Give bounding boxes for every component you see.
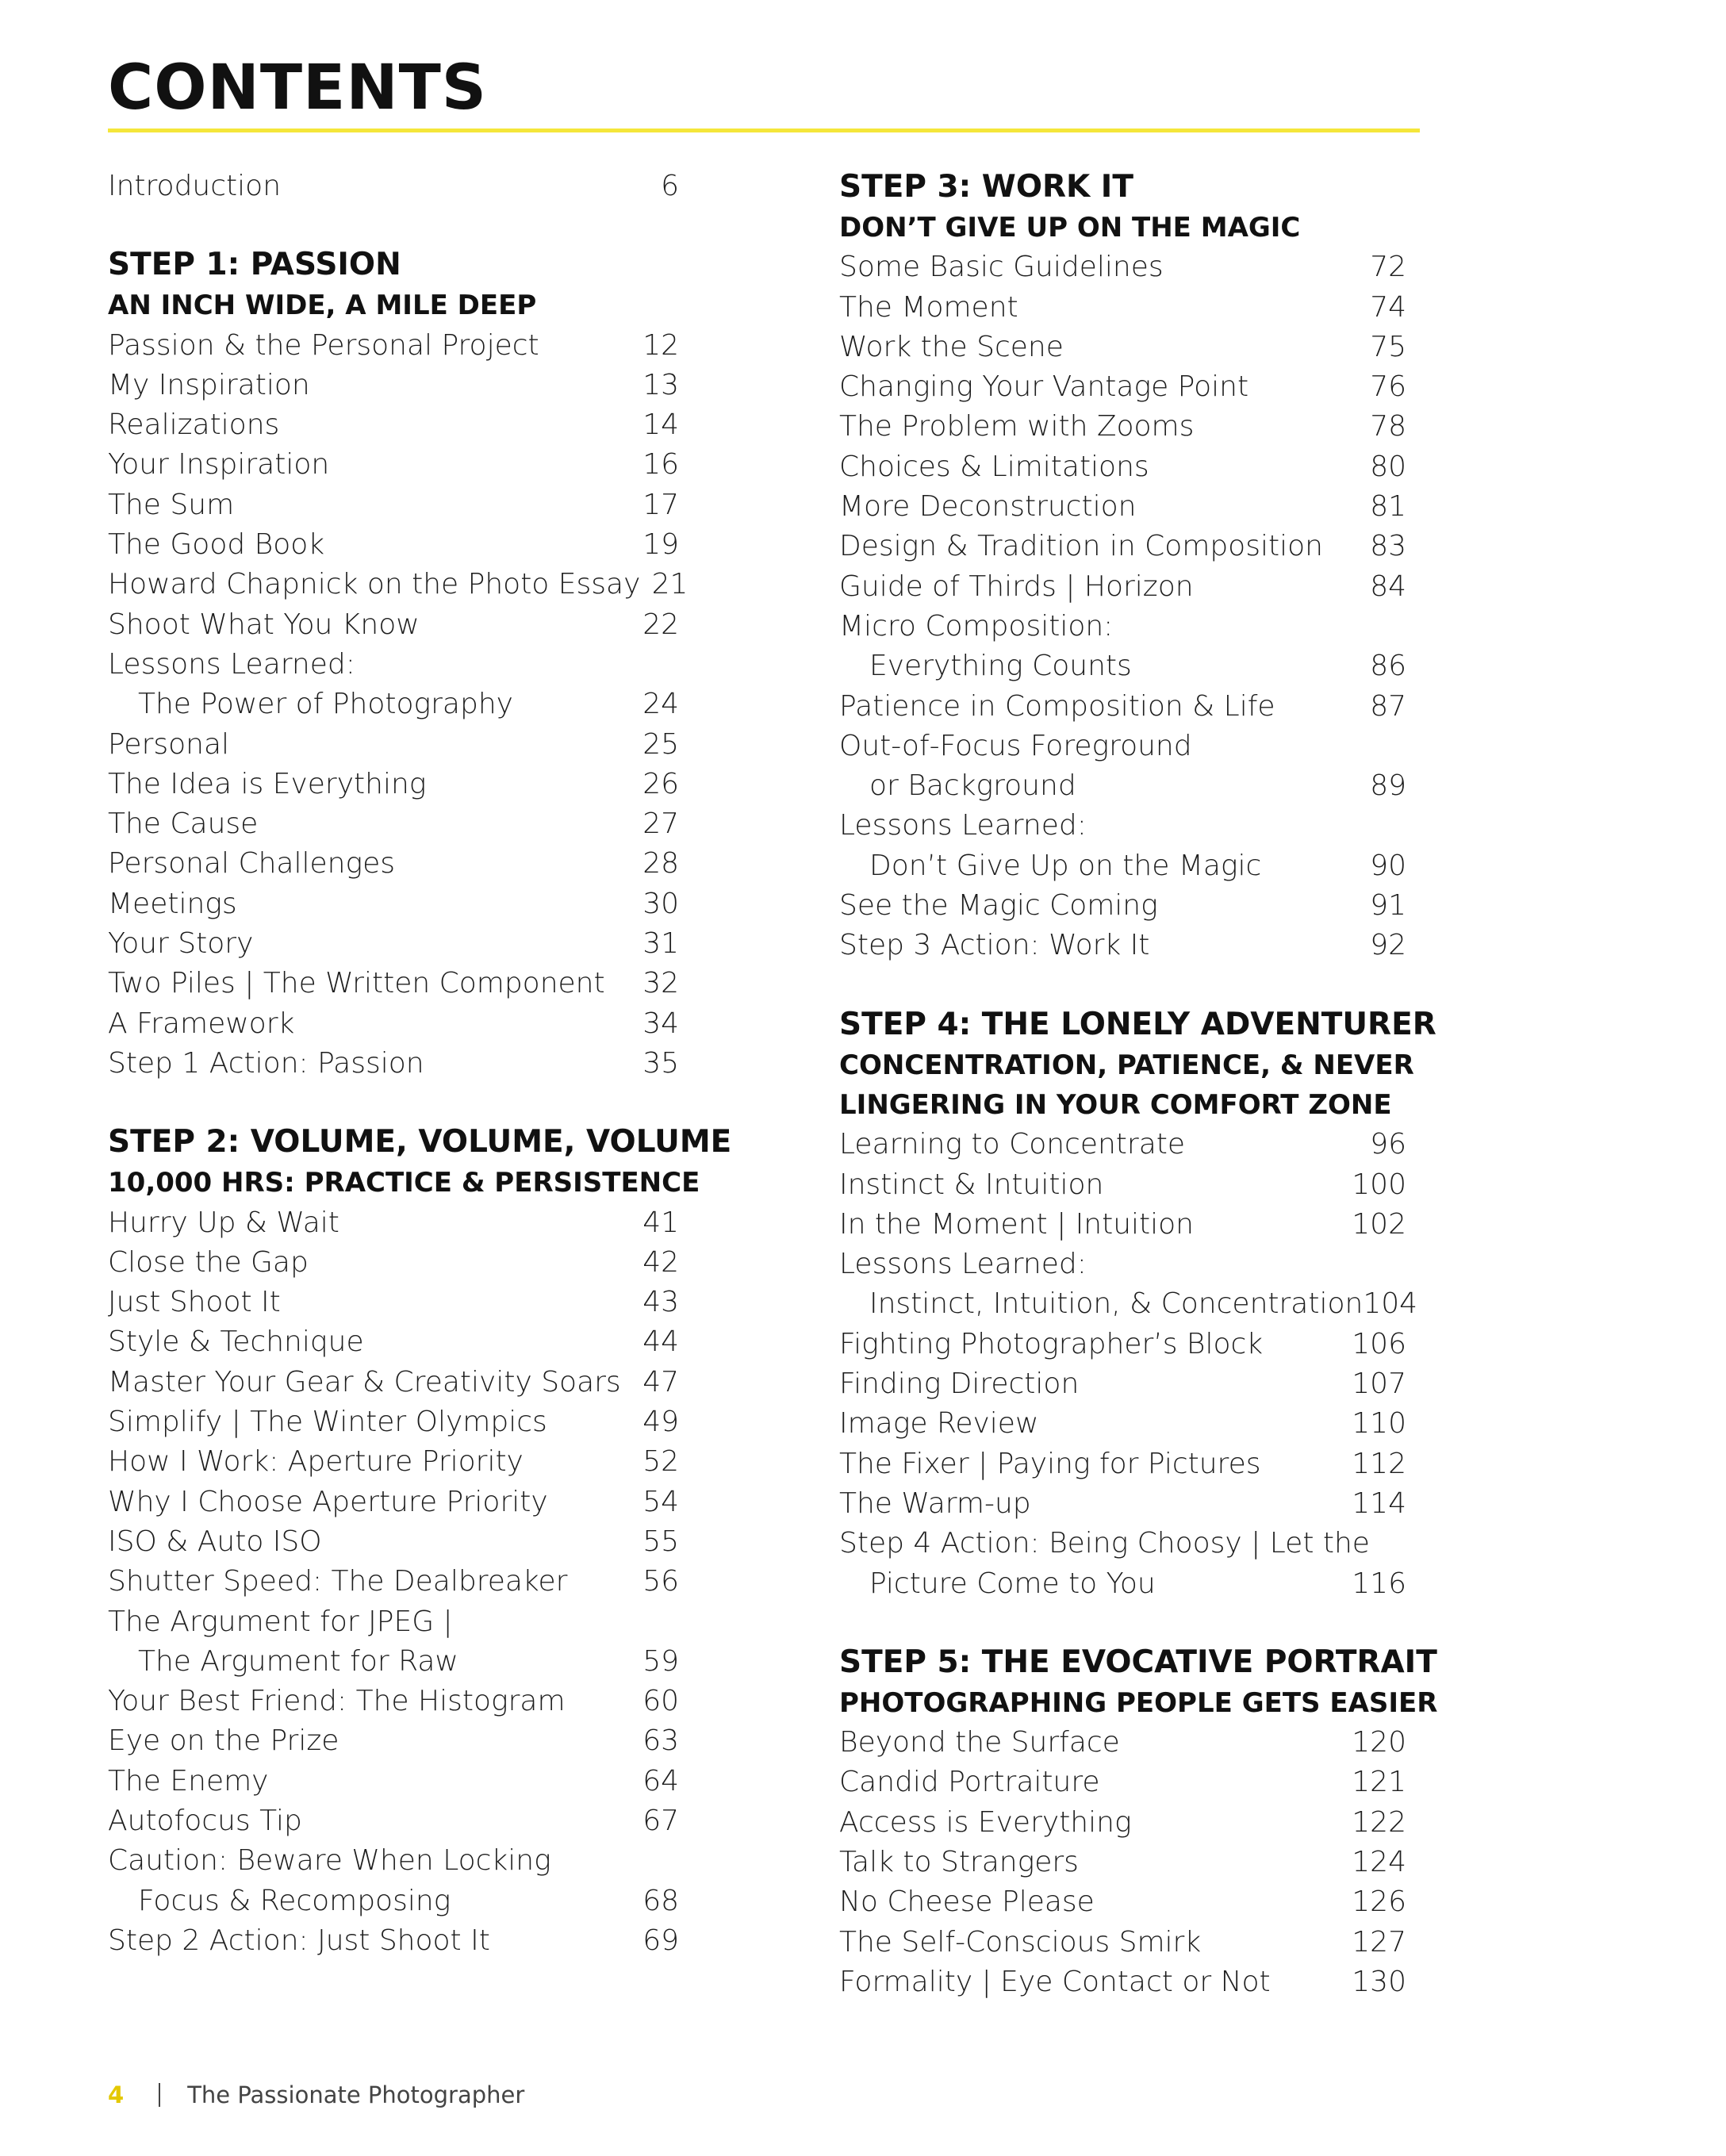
entry-title: Lessons Learned: — [839, 809, 1087, 842]
entry-page-number: 104 — [1363, 1287, 1418, 1321]
entry-title: Learning to Concentrate — [839, 1128, 1186, 1161]
entry-page-number: 56 — [642, 1565, 679, 1598]
entry-page-number: 47 — [642, 1365, 679, 1398]
toc-entry[interactable] — [839, 407, 1406, 447]
toc-entry[interactable] — [108, 525, 679, 565]
entry-title: Candid Portraiture — [839, 1766, 1100, 1799]
step-2-heading: STEP 2: VOLUME, VOLUME, VOLUME — [108, 1124, 732, 1160]
toc-entry[interactable] — [108, 804, 679, 844]
step-4-heading: STEP 4: THE LONELY ADVENTURER — [839, 1006, 1436, 1042]
entry-title: See the Magic Coming — [839, 889, 1158, 923]
step-2-subheading: 10,000 HRS: PRACTICE & PERSISTENCE — [108, 1167, 700, 1199]
entry-page-number: 30 — [642, 887, 679, 920]
toc-entry[interactable] — [839, 607, 1406, 646]
entry-page-number: 32 — [642, 967, 679, 1000]
entry-title: Choices & Limitations — [839, 450, 1149, 483]
entry-title: Personal Challenges — [108, 847, 395, 880]
entry-page-number: 75 — [1370, 330, 1406, 363]
entry-page-number: 19 — [642, 528, 679, 562]
toc-entry[interactable] — [108, 1243, 679, 1283]
entry-page-number: 81 — [1370, 490, 1406, 524]
toc-entry[interactable] — [839, 247, 1406, 287]
entry-title: Finding Direction — [839, 1368, 1080, 1401]
entry-page-number: 59 — [642, 1644, 679, 1678]
toc-entry[interactable] — [839, 1564, 1406, 1604]
entry-title: Talk to Strangers — [839, 1845, 1079, 1878]
entry-title: Master Your Gear & Creativity Soars — [108, 1365, 621, 1398]
title-underline-rule — [108, 129, 1420, 132]
toc-entry[interactable] — [839, 646, 1406, 686]
entry-page-number: 27 — [642, 808, 679, 841]
entry-page-number: 122 — [1352, 1805, 1406, 1839]
toc-entry[interactable] — [839, 1763, 1406, 1802]
toc-right-column — [839, 167, 1438, 2002]
toc-entry[interactable] — [108, 1004, 679, 1044]
entry-title: Step 3 Action: Work It — [839, 929, 1150, 962]
entry-title: Work the Scene — [839, 330, 1064, 363]
entry-title: Caution: Beware When Locking — [108, 1844, 551, 1878]
toc-entry[interactable] — [839, 1205, 1406, 1245]
entry-page-number: 68 — [642, 1884, 679, 1917]
entry-page-number: 124 — [1352, 1845, 1406, 1878]
toc-entry[interactable] — [839, 487, 1406, 527]
entry-title: Some Basic Guidelines — [839, 251, 1164, 284]
toc-entry[interactable] — [108, 685, 679, 724]
entry-page-number: 96 — [1370, 1128, 1406, 1161]
toc-entry[interactable] — [839, 926, 1406, 965]
entry-page-number: 90 — [1370, 849, 1406, 882]
entry-title: Lessons Learned: — [108, 647, 355, 681]
entry-page-number: 28 — [642, 847, 679, 880]
entry-page-number: 106 — [1352, 1327, 1406, 1360]
entry-title: Beyond the Surface — [839, 1726, 1120, 1759]
toc-entry[interactable] — [108, 605, 679, 645]
entry-title: ISO & Auto ISO — [108, 1525, 322, 1558]
toc-entry[interactable] — [839, 527, 1406, 566]
entry-title: The Self-Conscious Smirk — [839, 1925, 1202, 1958]
section-gap — [108, 1084, 679, 1122]
entry-page-number: 14 — [642, 409, 679, 442]
entry-page-number: 22 — [642, 608, 679, 641]
entry-page-number: 12 — [642, 328, 679, 362]
toc-entry[interactable] — [108, 1801, 679, 1841]
toc-entry[interactable] — [108, 405, 679, 445]
entry-page-number: 86 — [1370, 650, 1406, 683]
step-5-subheading: PHOTOGRAPHING PEOPLE GETS EASIER — [839, 1686, 1438, 1719]
entry-page-number: 91 — [1370, 889, 1406, 923]
entry-title: Out-of-Focus Foreground — [839, 729, 1192, 762]
page-footer — [108, 2081, 524, 2108]
step-3-subheading: DON’T GIVE UP ON THE MAGIC — [839, 212, 1301, 244]
toc-entry[interactable] — [839, 1404, 1406, 1444]
entry-title: The Fixer | Paying for Pictures — [839, 1447, 1261, 1480]
section-gap — [839, 1604, 1406, 1642]
entry-page-number: 31 — [642, 927, 679, 961]
toc-entry[interactable] — [839, 1803, 1406, 1843]
toc-entry[interactable] — [839, 567, 1406, 607]
entry-title: In the Moment | Intuition — [839, 1207, 1194, 1241]
entry-title: The Sum — [108, 488, 235, 521]
entry-page-number: 92 — [1370, 929, 1406, 962]
entry-page-number: 63 — [642, 1724, 679, 1758]
entry-title: A Framework — [108, 1007, 295, 1040]
entry-page-number: 67 — [642, 1804, 679, 1837]
entry-page-number: 13 — [642, 368, 679, 401]
entry-title: The Idea is Everything — [108, 767, 427, 800]
step-4-subheading-line2: LINGERING IN YOUR COMFORT ZONE — [839, 1088, 1392, 1121]
entry-title: Your Best Friend: The Histogram — [108, 1685, 566, 1718]
entry-title: Picture Come to You — [869, 1567, 1156, 1600]
section-gap — [839, 966, 1406, 1004]
toc-entry[interactable] — [108, 1203, 679, 1243]
entry-page-number: 126 — [1352, 1886, 1406, 1919]
toc-entry[interactable] — [839, 288, 1406, 328]
entry-page-number: 80 — [1370, 450, 1406, 483]
toc-entry[interactable] — [839, 886, 1406, 926]
entry-title: Changing Your Vantage Point — [839, 370, 1249, 404]
toc-entry[interactable] — [108, 1044, 679, 1084]
toc-entry[interactable] — [108, 1562, 679, 1602]
entry-page-number: 74 — [1370, 290, 1406, 324]
step-5-entries — [839, 1723, 1406, 2002]
step-1-subheading: AN INCH WIDE, A MILE DEEP — [108, 290, 537, 322]
step-3-heading: STEP 3: WORK IT — [839, 169, 1133, 205]
toc-entry[interactable] — [108, 964, 679, 1003]
toc-entry[interactable] — [108, 765, 679, 804]
toc-entry[interactable] — [108, 1642, 679, 1682]
entry-title: The Enemy — [108, 1764, 269, 1797]
entry-title: Shutter Speed: The Dealbreaker — [108, 1565, 568, 1598]
toc-entry[interactable] — [108, 844, 679, 884]
toc-entry[interactable] — [108, 1402, 679, 1442]
toc-entry[interactable] — [108, 924, 679, 964]
entry-page-number: 41 — [642, 1206, 679, 1239]
entry-title: Autofocus Tip — [108, 1804, 302, 1837]
toc-entry[interactable] — [108, 1522, 679, 1562]
toc-entry[interactable] — [839, 1325, 1406, 1364]
entry-page-number: 52 — [642, 1445, 679, 1479]
toc-entry[interactable] — [839, 1284, 1418, 1324]
entry-page-number: 87 — [1370, 689, 1406, 723]
entry-title: Your Inspiration — [108, 448, 330, 481]
toc-entry[interactable] — [839, 367, 1406, 407]
entry-page-number: 24 — [642, 688, 679, 721]
entry-page-number: 72 — [1370, 251, 1406, 284]
toc-entry[interactable] — [108, 565, 688, 604]
toc-entry[interactable] — [108, 1882, 679, 1921]
entry-title: The Argument for JPEG | — [108, 1605, 453, 1638]
toc-entry[interactable] — [839, 328, 1406, 367]
step-1-entries — [108, 326, 688, 1084]
entry-page-number: 127 — [1352, 1925, 1406, 1958]
entry-page-number: 114 — [1352, 1487, 1406, 1520]
step-5-heading: STEP 5: THE EVOCATIVE PORTRAIT — [839, 1644, 1437, 1680]
entry-page-number: 120 — [1352, 1726, 1406, 1759]
toc-entry[interactable] — [108, 445, 679, 485]
toc-entry[interactable] — [839, 1165, 1406, 1205]
entry-title: How I Work: Aperture Priority — [108, 1445, 524, 1479]
step-4-subheading-line1: CONCENTRATION, PATIENCE, & NEVER — [839, 1049, 1414, 1081]
entry-title: Don’t Give Up on the Magic — [869, 849, 1262, 882]
entry-page-number: 100 — [1352, 1168, 1406, 1201]
entry-page-number: 78 — [1370, 410, 1406, 443]
entry-title: Design & Tradition in Composition — [839, 530, 1323, 563]
toc-entry[interactable] — [108, 884, 679, 924]
footer-page-number: 4 — [108, 2081, 125, 2108]
entry-page-number: 21 — [651, 568, 688, 601]
toc-entry[interactable] — [839, 846, 1406, 886]
entry-title: Lessons Learned: — [839, 1248, 1087, 1281]
entry-page-number: 42 — [642, 1245, 679, 1279]
toc-entry[interactable] — [108, 326, 679, 366]
entry-page-number: 89 — [1370, 769, 1406, 803]
toc-entry[interactable] — [839, 727, 1406, 766]
entry-title: The Good Book — [108, 528, 325, 562]
entry-title: Meetings — [108, 887, 237, 920]
entry-title: Style & Technique — [108, 1325, 364, 1359]
entry-page-number: 43 — [642, 1286, 679, 1319]
toc-entry[interactable] — [839, 1843, 1406, 1882]
toc-entry[interactable] — [839, 1524, 1406, 1563]
entry-page-number: 44 — [642, 1325, 679, 1359]
step-4-entries — [839, 1125, 1418, 1604]
step-3-entries — [839, 247, 1406, 965]
entry-page-number: 16 — [642, 448, 679, 481]
entry-title: The Power of Photography — [138, 688, 513, 721]
entry-page-number: 35 — [642, 1046, 679, 1080]
entry-title: Introduction — [108, 170, 282, 202]
entry-title: Passion & the Personal Project — [108, 328, 539, 362]
entry-title: Patience in Composition & Life — [839, 689, 1275, 723]
entry-page-number: 26 — [642, 767, 679, 800]
entry-page-number: 54 — [642, 1485, 679, 1518]
entry-title: Just Shoot It — [108, 1286, 281, 1319]
entry-title: Simplify | The Winter Olympics — [108, 1406, 547, 1439]
toc-left-column — [108, 167, 732, 1961]
entry-page-number: 17 — [642, 488, 679, 521]
toc-entry[interactable] — [839, 1444, 1406, 1484]
entry-page-number: 84 — [1370, 570, 1406, 603]
toc-entry[interactable] — [839, 806, 1406, 846]
entry-title: Realizations — [108, 409, 280, 442]
entry-title: Howard Chapnick on the Photo Essay — [108, 568, 641, 601]
toc-entry[interactable] — [839, 1484, 1406, 1524]
entry-title: Personal — [108, 727, 230, 761]
entry-page-number: 64 — [642, 1764, 679, 1797]
toc-entry[interactable] — [108, 1682, 679, 1721]
toc-entry[interactable] — [108, 645, 679, 685]
section-gap — [108, 206, 679, 244]
toc-entry[interactable] — [839, 447, 1406, 487]
toc-entry[interactable] — [839, 1962, 1406, 2002]
toc-entry[interactable] — [108, 485, 679, 525]
step-1-heading: STEP 1: PASSION — [108, 247, 401, 283]
entry-page-number: 130 — [1352, 1965, 1406, 1998]
step-2-entries — [108, 1203, 679, 1962]
page-title: CONTENTS — [108, 52, 487, 124]
toc-entry[interactable] — [108, 1322, 679, 1362]
entry-title: Shoot What You Know — [108, 608, 420, 641]
toc-entry[interactable] — [108, 1921, 679, 1961]
toc-entry[interactable] — [108, 1762, 679, 1801]
entry-page-number: 116 — [1352, 1567, 1406, 1600]
entry-page-number: 34 — [642, 1007, 679, 1040]
toc-entry[interactable] — [839, 1245, 1406, 1284]
entry-title: The Warm-up — [839, 1487, 1031, 1520]
toc-entry[interactable] — [108, 1283, 679, 1322]
entry-page-number: 110 — [1352, 1407, 1406, 1441]
entry-title: The Moment — [839, 290, 1018, 324]
entry-page-number: 25 — [642, 727, 679, 761]
toc-entry[interactable] — [839, 1723, 1406, 1763]
entry-title: Fighting Photographer’s Block — [839, 1327, 1264, 1360]
toc-entry[interactable] — [839, 1923, 1406, 1962]
entry-page-number: 49 — [642, 1406, 679, 1439]
entry-title: Guide of Thirds | Horizon — [839, 570, 1194, 603]
toc-entry[interactable] — [839, 766, 1406, 806]
toc-entry[interactable] — [108, 1841, 679, 1881]
toc-entry[interactable] — [108, 1721, 679, 1761]
toc-entry[interactable] — [108, 1602, 679, 1642]
toc-entry[interactable] — [108, 1442, 679, 1482]
entry-title: Step 4 Action: Being Choosy | Let the — [839, 1527, 1370, 1560]
entry-title: More Deconstruction — [839, 490, 1137, 524]
entry-title: or Background — [869, 769, 1076, 803]
entry-title: Focus & Recomposing — [138, 1884, 451, 1917]
entry-title: Everything Counts — [869, 650, 1132, 683]
entry-title: Why I Choose Aperture Priority — [108, 1485, 548, 1518]
entry-title: Formality | Eye Contact or Not — [839, 1965, 1271, 1998]
entry-title: Access is Everything — [839, 1805, 1132, 1839]
toc-entry[interactable] — [839, 1125, 1406, 1164]
entry-title: My Inspiration — [108, 368, 310, 401]
toc-entry[interactable] — [839, 1364, 1406, 1404]
entry-page-number: 121 — [1352, 1766, 1406, 1799]
entry-title: Step 1 Action: Passion — [108, 1046, 424, 1080]
entry-page-number: 69 — [642, 1924, 679, 1957]
footer-divider — [159, 2083, 160, 2107]
entry-title: Hurry Up & Wait — [108, 1206, 339, 1239]
entry-title: No Cheese Please — [839, 1886, 1095, 1919]
toc-entry[interactable] — [108, 1483, 679, 1522]
entry-title: Two Piles | The Written Component — [108, 967, 605, 1000]
entry-page-number: 55 — [642, 1525, 679, 1558]
toc-entry[interactable] — [839, 687, 1406, 727]
entry-title: Step 2 Action: Just Shoot It — [108, 1924, 490, 1957]
toc-entry[interactable] — [108, 725, 679, 765]
entry-title: The Argument for Raw — [138, 1644, 458, 1678]
entry-title: Image Review — [839, 1407, 1039, 1441]
toc-entry[interactable] — [108, 1363, 679, 1402]
entry-title: Your Story — [108, 927, 254, 961]
entry-page-number: 60 — [642, 1685, 679, 1718]
entry-title: Instinct & Intuition — [839, 1168, 1104, 1201]
footer-book-title: The Passionate Photographer — [187, 2081, 525, 2108]
entry-page-number: 76 — [1370, 370, 1406, 404]
entry-page-number: 102 — [1352, 1207, 1406, 1241]
entry-title: Eye on the Prize — [108, 1724, 339, 1758]
entry-title: The Problem with Zooms — [839, 410, 1195, 443]
toc-entry-introduction[interactable] — [108, 167, 679, 206]
entry-page-number: 6 — [661, 170, 679, 202]
entry-page-number: 83 — [1370, 530, 1406, 563]
entry-title: Micro Composition: — [839, 609, 1114, 643]
toc-entry[interactable] — [839, 1882, 1406, 1922]
entry-title: Close the Gap — [108, 1245, 309, 1279]
entry-title: Instinct, Intuition, & Concentration — [869, 1287, 1364, 1321]
entry-page-number: 107 — [1352, 1368, 1406, 1401]
entry-page-number: 112 — [1352, 1447, 1406, 1480]
entry-title: The Cause — [108, 808, 259, 841]
toc-entry[interactable] — [108, 366, 679, 405]
